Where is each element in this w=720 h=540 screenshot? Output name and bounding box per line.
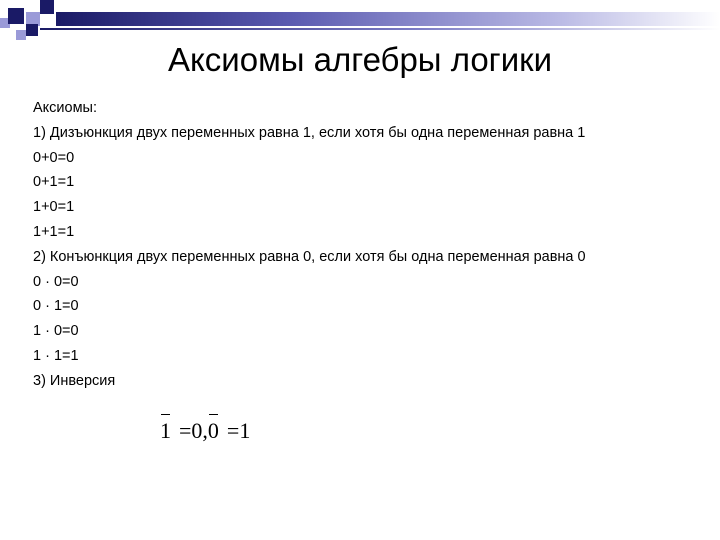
body-line: 3) Инверсия [33,372,116,389]
formula-equals-one: =1 [226,418,251,443]
slide-body [33,96,713,394]
body-line: 1+1=1 [33,223,75,240]
body-line: 1+0=1 [33,199,75,216]
decor-square [16,30,26,40]
body-line: 1 · 1=1 [33,347,79,364]
body-line: 1 · 0=0 [33,323,79,340]
decor-square [8,8,24,24]
decor-square [40,0,54,14]
body-line: 0+0=0 [33,149,75,166]
body-line: 1) Дизъюнкция двух переменных равна 1, если хотя бы одна переменная равна 1 [33,124,586,141]
decor-square [26,24,38,36]
body-line: 2) Конъюнкция двух переменных равна 0, если хотя бы одна переменная равна 0 [33,248,586,265]
body-line: 0 · 0=0 [33,273,79,290]
header-gradient-bar [56,12,720,26]
slide-title: Аксиомы алгебры логики [167,41,553,78]
body-line: 0+1=1 [33,174,75,191]
header-gradient-line [40,28,720,30]
negated-zero: 0 [207,418,219,443]
body-line: 0 · 1=0 [33,298,79,315]
formula-equals-zero: =0, [179,418,208,443]
negated-one: 1 [160,418,171,443]
body-line: Аксиомы: [33,100,98,116]
inversion-formula [160,418,250,444]
